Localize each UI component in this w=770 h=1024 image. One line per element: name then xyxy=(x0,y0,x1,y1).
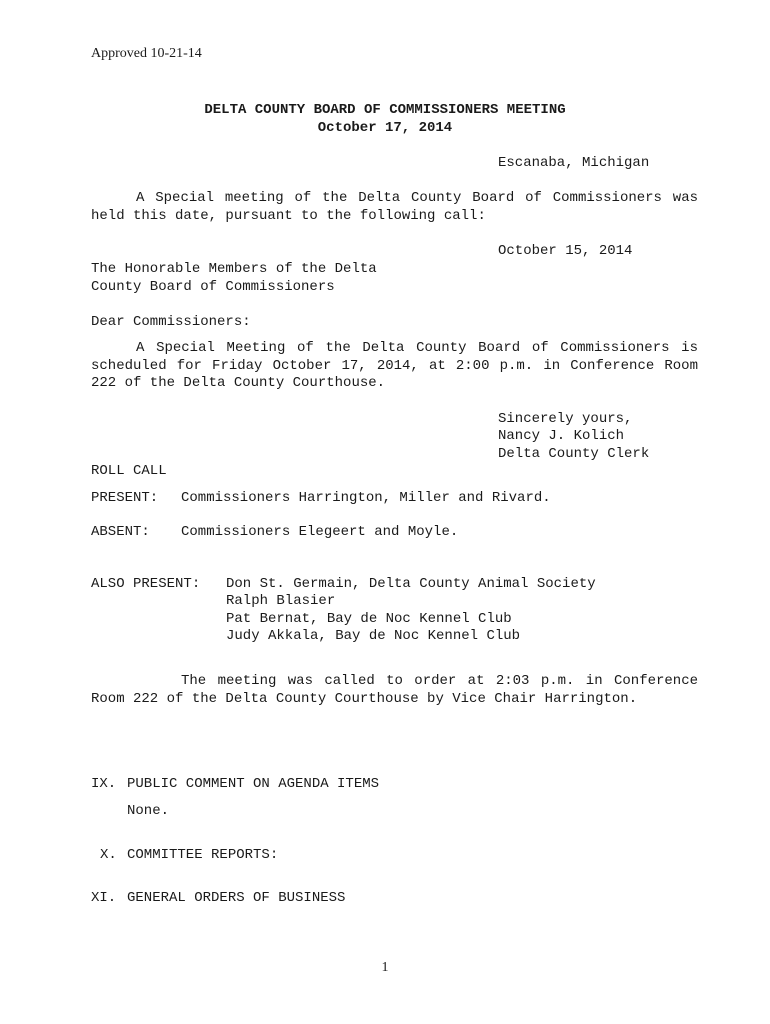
present-value: Commissioners Harrington, Miller and Rivard. xyxy=(181,490,551,506)
also-present-item: Ralph Blasier xyxy=(226,593,336,609)
call-to-order-paragraph: The meeting was called to order at 2:03 p.m. in Conference Room 222 of the Delta County Courthouse by Vice Chair Harrington. xyxy=(91,673,698,707)
section-title: GENERAL ORDERS OF BUSINESS xyxy=(127,890,346,906)
signature-title: Delta County Clerk xyxy=(498,446,650,462)
meeting-title: DELTA COUNTY BOARD OF COMMISSIONERS MEETING xyxy=(204,102,566,118)
section-number: X. xyxy=(100,847,117,863)
present-label: PRESENT: xyxy=(91,490,159,506)
signature-closing: Sincerely yours, xyxy=(498,411,633,427)
salutation: Dear Commissioners: xyxy=(91,314,251,330)
addressee-line-1: The Honorable Members of the Delta xyxy=(91,261,377,277)
section-title: COMMITTEE REPORTS: xyxy=(127,847,279,863)
signature-name: Nancy J. Kolich xyxy=(498,428,625,444)
intro-paragraph: A Special meeting of the Delta County Board of Commissioners was held this date, pursuant to the following call: xyxy=(91,190,698,224)
meeting-date: October 17, 2014 xyxy=(317,120,453,136)
section-number: XI. xyxy=(91,890,117,906)
approved-header: Approved 10-21-14 xyxy=(91,46,202,61)
section-body: None. xyxy=(127,803,170,819)
also-present-label: ALSO PRESENT: xyxy=(91,576,201,592)
page-number: 1 xyxy=(381,960,389,975)
absent-label: ABSENT: xyxy=(91,524,150,540)
absent-value: Commissioners Elegeert and Moyle. xyxy=(181,524,459,540)
section-number: IX. xyxy=(91,776,117,792)
letter-body: A Special Meeting of the Delta County Board of Commissioners is scheduled for Friday October 17, 2014, at 2:00 p.m. in Conference Room 222 of the Delta County Courthouse. xyxy=(91,340,698,391)
also-present-item: Don St. Germain, Delta County Animal Society xyxy=(226,576,596,592)
meeting-location: Escanaba, Michigan xyxy=(498,155,650,171)
also-present-item: Judy Akkala, Bay de Noc Kennel Club xyxy=(226,628,521,644)
roll-call-heading: ROLL CALL xyxy=(91,463,167,479)
call-date: October 15, 2014 xyxy=(498,243,633,259)
also-present-item: Pat Bernat, Bay de Noc Kennel Club xyxy=(226,611,512,627)
addressee-line-2: County Board of Commissioners xyxy=(91,279,335,295)
section-title: PUBLIC COMMENT ON AGENDA ITEMS xyxy=(127,776,380,792)
